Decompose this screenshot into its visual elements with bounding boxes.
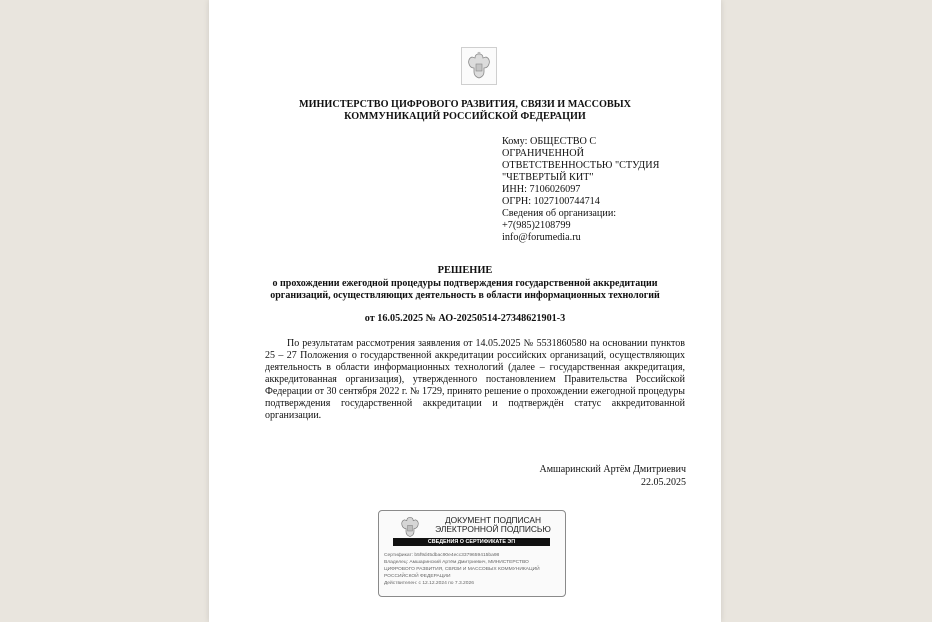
recipient-block xyxy=(502,136,702,244)
ministry-header xyxy=(269,99,661,123)
double-headed-eagle-icon xyxy=(466,51,492,81)
recipient-info-label: Сведения об организации: xyxy=(502,208,617,219)
stamp-certificate: Сертификат: b5f9d45dbac90e4ecc3379659415ba98 xyxy=(384,553,500,558)
stamp-certificate-bar: СВЕДЕНИЯ О СЕРТИФИКАТЕ ЭП xyxy=(393,538,550,546)
coat-of-arms-icon xyxy=(461,47,497,85)
signature-date: 22.05.2025 xyxy=(641,477,686,488)
stamp-title-line-2: ЭЛЕКТРОННОЙ ПОДПИСЬЮ xyxy=(435,524,551,535)
recipient-phone: +7(985)2108799 xyxy=(502,220,571,231)
recipient-ogrn: ОГРН: 1027100744714 xyxy=(502,196,600,207)
stamp-title-line-1: ДОКУМЕНТ ПОДПИСАН xyxy=(444,515,542,525)
decision-subtitle xyxy=(239,278,691,302)
signer-name: Амшаринский Артём Дмитриевич xyxy=(539,464,686,475)
decision-body: По результатам рассмотрения заявления от 14.05.2025 № 5531860580 на основании пунктов 25 – 27 Положения о государственной аккредитации российских организаций, осуществляющих деятельность в области информационных технологий (далее – государственная аккредитация, аккредитованная организация), утвержденного постановлением Правительства Российской Федерации от 30 сентября 2022 г. № 1729, принято решение о прохождении ежегодной процедуры подтверждения государственной аккредитации и подтверждён статус аккредитованной организации. xyxy=(265,338,685,421)
electronic-signature-stamp xyxy=(378,510,566,597)
stamp-owner-line: ЦИФРОВОГО РАЗВИТИЯ, СВЯЗИ И МАССОВЫХ КОММУНИКАЦИЙ xyxy=(384,567,540,572)
recipient-inn: ИНН: 7106026097 xyxy=(502,184,581,195)
document-page xyxy=(209,0,721,622)
recipient-line: ОТВЕТСТВЕННОСТЬЮ "СТУДИЯ xyxy=(502,160,660,171)
stamp-validity: Действителен: с 12.12.2024 по 7.3.2026 xyxy=(384,581,474,586)
ministry-line-1: МИНИСТЕРСТВО ЦИФРОВОГО РАЗВИТИЯ, СВЯЗИ И МАССОВЫХ xyxy=(298,99,632,110)
stamp-owner: Владелец: Амшаринский Артём Дмитриевич, МИНИСТЕРСТВО xyxy=(384,560,529,565)
stamp-details xyxy=(384,552,564,587)
recipient-email: info@forumedia.ru xyxy=(502,232,581,243)
recipient-line: "ЧЕТВЕРТЫЙ КИТ" xyxy=(502,172,594,183)
decision-number: от 16.05.2025 № АО-20250514-27348621901-3 xyxy=(364,313,566,324)
decision-subtitle-line-1: о прохождении ежегодной процедуры подтверждения государственной аккредитации xyxy=(272,278,658,289)
stamp-title xyxy=(433,516,553,535)
stamp-emblem-icon xyxy=(399,515,421,539)
signer-block xyxy=(466,463,686,489)
decision-title: РЕШЕНИЕ xyxy=(437,265,493,276)
stamp-owner-line: РОССИЙСКОЙ ФЕДЕРАЦИИ xyxy=(384,574,451,579)
ministry-line-2: КОММУНИКАЦИЙ РОССИЙСКОЙ ФЕДЕРАЦИИ xyxy=(344,111,586,122)
recipient-line: ОГРАНИЧЕННОЙ xyxy=(502,148,584,159)
decision-subtitle-line-2: организаций, осуществляющих деятельность в области информационных технологий xyxy=(270,290,660,301)
recipient-line: Кому: ОБЩЕСТВО С xyxy=(502,136,597,147)
